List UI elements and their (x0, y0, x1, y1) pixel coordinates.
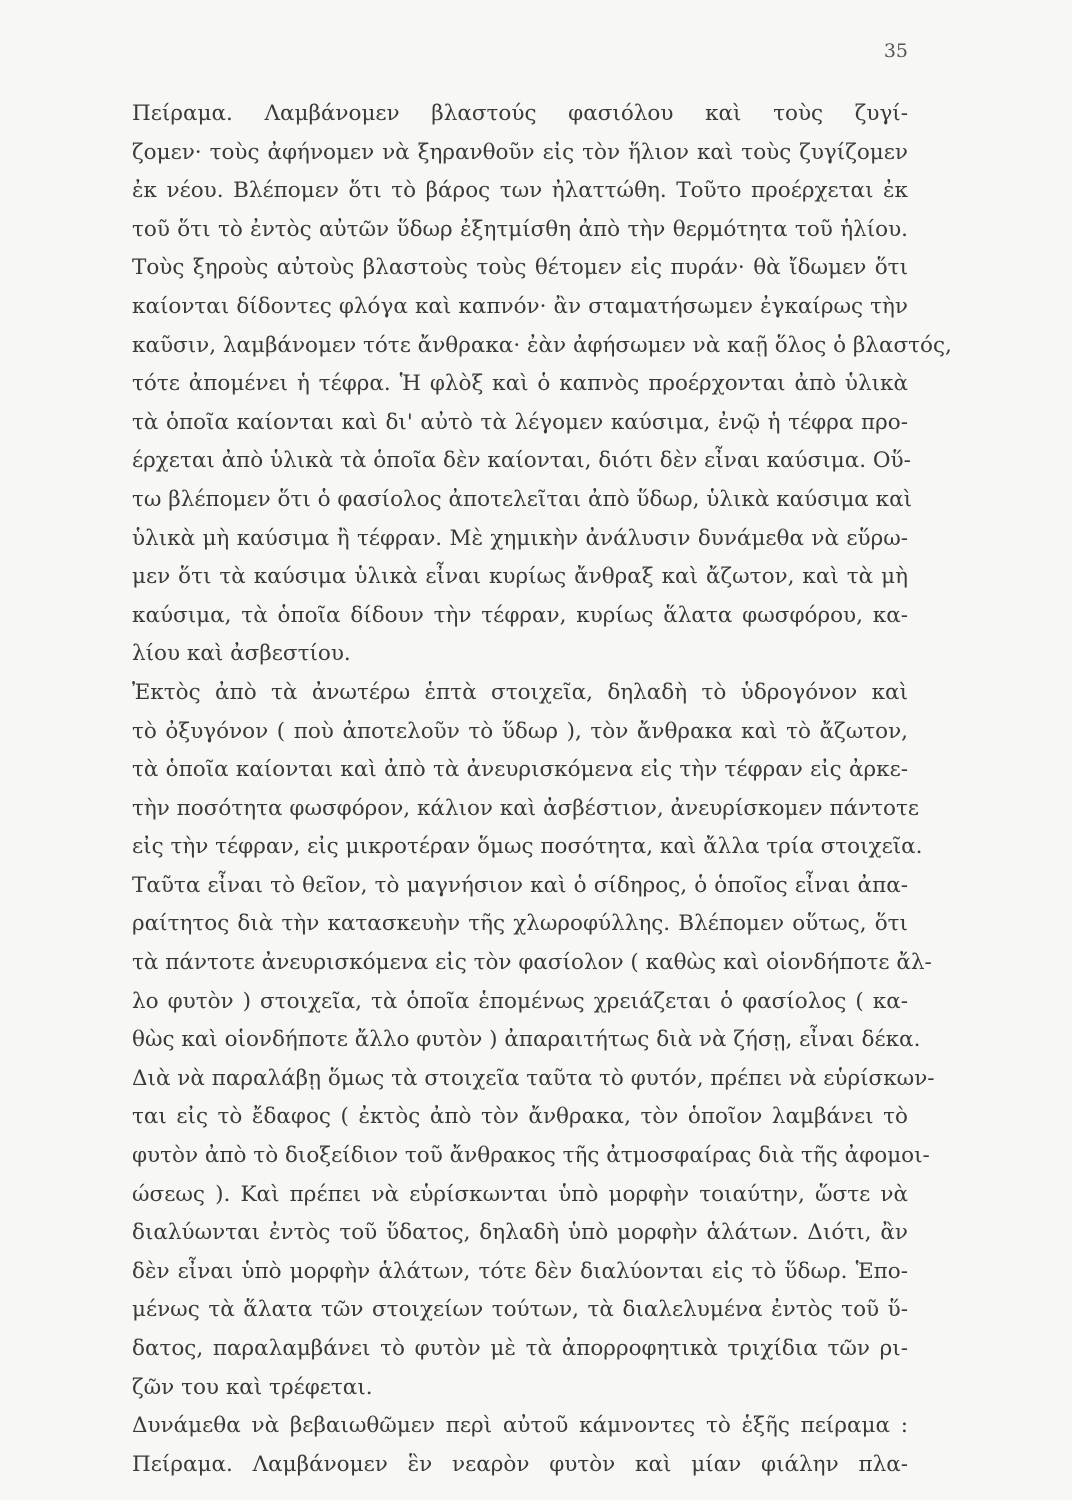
text-line: τὸ ὀξυγόνον ( ποὺ ἀποτελοῦν τὸ ὕδωρ ), τὸν ἄνθρακα καὶ τὸ ἄζωτον, (132, 718, 908, 744)
text-line: τω βλέπομεν ὅτι ὁ φασίολος ἀποτελεῖται ἀπὸ ὕδωρ, ὑλικὰ καύσιμα καὶ (132, 486, 913, 512)
text-line: Ἐκτὸς ἀπὸ τὰ ἀνωτέρω ἑπτὰ στοιχεῖα, δηλαδὴ τὸ ὑδρογόνον καὶ (132, 679, 908, 705)
text-line: τὰ ὁποῖα καίονται καὶ ἀπὸ τὰ ἀνευρισκόμενα εἰς τὴν τέφραν εἰς ἀρκε- (132, 757, 908, 783)
text-line: Διὰ νὰ παραλάβῃ ὅμως τὰ στοιχεῖα ταῦτα τὸ φυτόν, πρέπει νὰ εὑρίσκων- (132, 1065, 935, 1091)
text-line: ζομεν· τοὺς ἀφήνομεν νὰ ξηρανθοῦν εἰς τὸν ἥλιον καὶ τοὺς ζυγίζομεν (132, 139, 908, 165)
text-line: Πείραμα. Λαμβάνομεν ἓν νεαρὸν φυτὸν καὶ μίαν φιάλην πλα- (132, 1451, 908, 1477)
text-line: Ταῦτα εἶναι τὸ θεῖον, τὸ μαγνήσιον καὶ ὁ σίδηρος, ὁ ὁποῖος εἶναι ἀπα- (132, 872, 908, 898)
text-line: μένως τὰ ἅλατα τῶν στοιχείων τούτων, τὰ διαλελυμένα ἐντὸς τοῦ ὕ- (132, 1297, 908, 1323)
text-line: Δυνάμεθα νὰ βεβαιωθῶμεν περὶ αὐτοῦ κάμνοντες τὸ ἑξῆς πείραμα : (132, 1413, 908, 1439)
text-line: Τοὺς ξηροὺς αὐτοὺς βλαστοὺς τοὺς θέτομεν εἰς πυράν· θὰ ἴδωμεν ὅτι (132, 255, 908, 281)
text-line: Πείραμα. Λαμβάνομεν βλαστούς φασιόλου καὶ τοὺς ζυγί- (132, 101, 908, 126)
text-line: καίονται δίδοντες φλόγα καὶ καπνόν· ἂν σταματήσωμεν ἐγκαίρως τὴν (132, 293, 908, 319)
text-line: διαλύωνται ἐντὸς τοῦ ὕδατος, δηλαδὴ ὑπὸ μορφὴν ἁλάτων. Διότι, ἂν (132, 1220, 908, 1246)
text-line: λίου καὶ ἀσβεστίου. (132, 641, 351, 667)
text-line: ται εἰς τὸ ἔδαφος ( ἐκτὸς ἀπὸ τὸν ἄνθρακα, τὸν ὁποῖον λαμβάνει τὸ (132, 1104, 908, 1130)
body-text (132, 95, 952, 1484)
text-line: ραίτητος διὰ τὴν κατασκευὴν τῆς χλωροφύλλης. Βλέπομεν οὕτως, ὅτι (132, 911, 908, 937)
text-line: θὼς καὶ οἱονδήποτε ἄλλο φυτὸν ) ἀπαραιτήτως διὰ νὰ ζήσῃ, εἶναι δέκα. (132, 1027, 921, 1053)
text-line: καύσιμα, τὰ ὁποῖα δίδουν τὴν τέφραν, κυρίως ἅλατα φωσφόρου, κα- (132, 602, 908, 628)
text-line: τὴν ποσότητα φωσφόρον, κάλιον καὶ ἀσβέστιον, ἀνευρίσκομεν πάντοτε (132, 795, 920, 821)
text-line: ζῶν του καὶ τρέφεται. (132, 1374, 373, 1400)
text-line: καῦσιν, λαμβάνομεν τότε ἄνθρακα· ἐὰν ἀφήσωμεν νὰ καῇ ὅλος ὁ βλαστός, (132, 332, 952, 358)
text-line: λο φυτὸν ) στοιχεῖα, τὰ ὁποῖα ἑπομένως χρειάζεται ὁ φασίολος ( κα- (132, 988, 908, 1014)
page-number: 35 (883, 40, 908, 62)
text-line: μεν ὅτι τὰ καύσιμα ὑλικὰ εἶναι κυρίως ἄνθραξ καὶ ἄζωτον, καὶ τὰ μὴ (132, 564, 908, 590)
text-line: έρχεται ἀπὸ ὑλικὰ τὰ ὁποῖα δὲν καίονται, διότι δὲν εἶναι καύσιμα. Οὕ- (132, 448, 911, 474)
text-line: ώσεως ). Καὶ πρέπει νὰ εὑρίσκωνται ὑπὸ μορφὴν τοιαύτην, ὥστε νὰ (132, 1181, 908, 1207)
text-line: εἰς τὴν τέφραν, εἰς μικροτέραν ὅμως ποσότητα, καὶ ἄλλα τρία στοιχεῖα. (132, 834, 923, 860)
text-line: δατος, παραλαμβάνει τὸ φυτὸν μὲ τὰ ἀπορροφητικὰ τριχίδια τῶν ρι- (132, 1336, 908, 1361)
text-line: ὑλικὰ μὴ καύσιμα ἢ τέφραν. Μὲ χημικὴν ἀνάλυσιν δυνάμεθα νὰ εὕρω- (132, 525, 908, 551)
text-line: δὲν εἶναι ὑπὸ μορφὴν ἁλάτων, τότε δὲν διαλύονται εἰς τὸ ὕδωρ. Ἑπο- (132, 1258, 908, 1284)
text-line: φυτὸν ἀπὸ τὸ διοξείδιον τοῦ ἄνθρακος τῆς ἀτμοσφαίρας διὰ τῆς ἀφομοι- (132, 1143, 930, 1169)
text-line: τοῦ ὅτι τὸ ἐντὸς αὐτῶν ὕδωρ ἐξητμίσθη ἀπὸ τὴν θερμότητα τοῦ ἡλίου. (132, 216, 908, 242)
text-line: τὰ πάντοτε ἀνευρισκόμενα εἰς τὸν φασίολον ( καθὼς καὶ οἱονδήποτε ἄλ- (132, 950, 932, 976)
text-line: ἐκ νέου. Βλέπομεν ὅτι τὸ βάρος των ἠλαττώθη. Τοῦτο προέρχεται ἐκ (132, 178, 908, 204)
text-line: τότε ἀπομένει ἡ τέφρα. Ἡ φλὸξ καὶ ὁ καπνὸς προέρχονται ἀπὸ ὑλικὰ (132, 371, 908, 397)
text-line: τὰ ὁποῖα καίονται καὶ δι' αὐτὸ τὰ λέγομεν καύσιμα, ἐνῷ ἡ τέφρα προ- (132, 409, 908, 435)
